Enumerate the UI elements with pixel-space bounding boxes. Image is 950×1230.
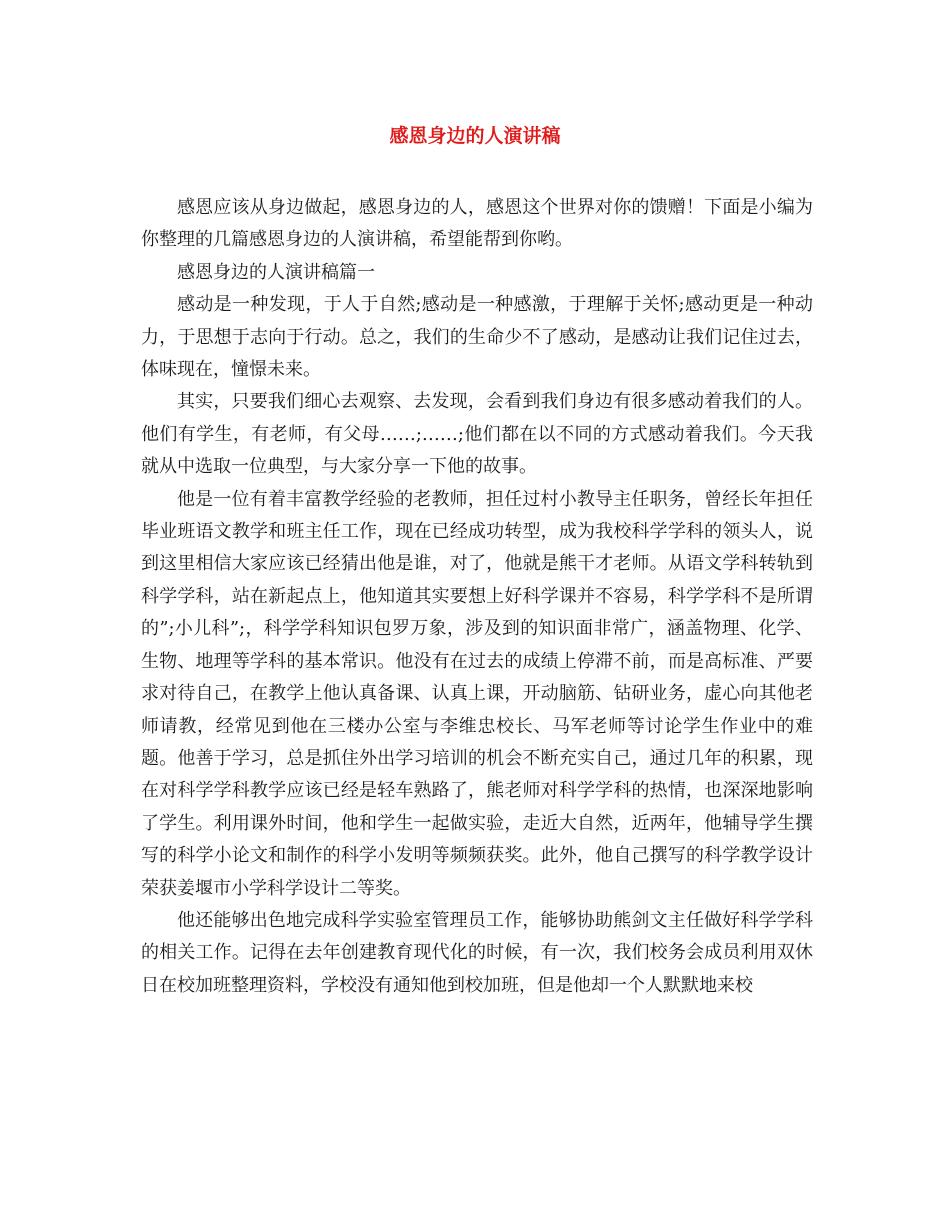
paragraph: 其实，只要我们细心去观察、去发现，会看到我们身边有很多感动着我们的人。他们有学生，有老师，有父母……;……;他们都在以不同的方式感动着我们。今天我就从中选取一位典型，与大家分享一下他的故事。 <box>141 391 813 478</box>
paragraph: 他是一位有着丰富教学经验的老教师，担任过村小教导主任职务，曾经长年担任毕业班语文教学和班主任工作，现在已经成功转型，成为我校科学学科的领头人，说到这里相信大家应该已经猜出他是谁，对了，他就是熊干才老师。从语文学科转轨到科学学科，站在新起点上，他知道其实要想上好科学课并不容易，科学学科不是所谓的”;小儿科”;，科学学科知识包罗万象，涉及到的知识面非常广，涵盖物理、化学、生物、地理等学科的基本常识。他没有在过去的成绩上停滞不前，而是高标准、严要求对待自己，在教学上他认真备课、认真上课，开动脑筋、钻研业务，虚心向其他老师请教，经常见到他在三楼办公室与李维忠校长、马军老师等讨论学生作业中的难题。他善于学习，总是抓住外出学习培训的机会不断充实自己，通过几年的积累，现在对科学学科教学应该已经是轻车熟路了，熊老师对科学学科的热情，也深深地影响了学生。利用课外时间，他和学生一起做实验，走近大自然，近两年，他辅导学生撰写的科学小论文和制作的科学小发明等频频获奖。此外，他自己撰写的科学教学设计荣获姜堰市小学科学设计二等奖。 <box>141 488 813 899</box>
document-body <box>141 192 813 1002</box>
paragraph: 感动是一种发现，于人于自然;感动是一种感激，于理解于关怀;感动更是一种动力，于思想于志向于行动。总之，我们的生命少不了感动，是感动让我们记住过去，体味现在，憧憬未来。 <box>141 294 813 381</box>
paragraph-intro: 感恩应该从身边做起，感恩身边的人，感恩这个世界对你的馈赠！下面是小编为你整理的几篇感恩身边的人演讲稿，希望能帮到你哟。 <box>141 197 813 251</box>
document-title: 感恩身边的人演讲稿 <box>389 125 561 147</box>
paragraph: 他还能够出色地完成科学实验室管理员工作，能够协助熊剑文主任做好科学学科的相关工作。记得在去年创建教育现代化的时候，有一次，我们校务会成员利用双休日在校加班整理资料，学校没有通知他到校加班，但是他却一个人默默地来校 <box>141 909 813 996</box>
section-heading: 感恩身边的人演讲稿篇一 <box>177 261 375 283</box>
